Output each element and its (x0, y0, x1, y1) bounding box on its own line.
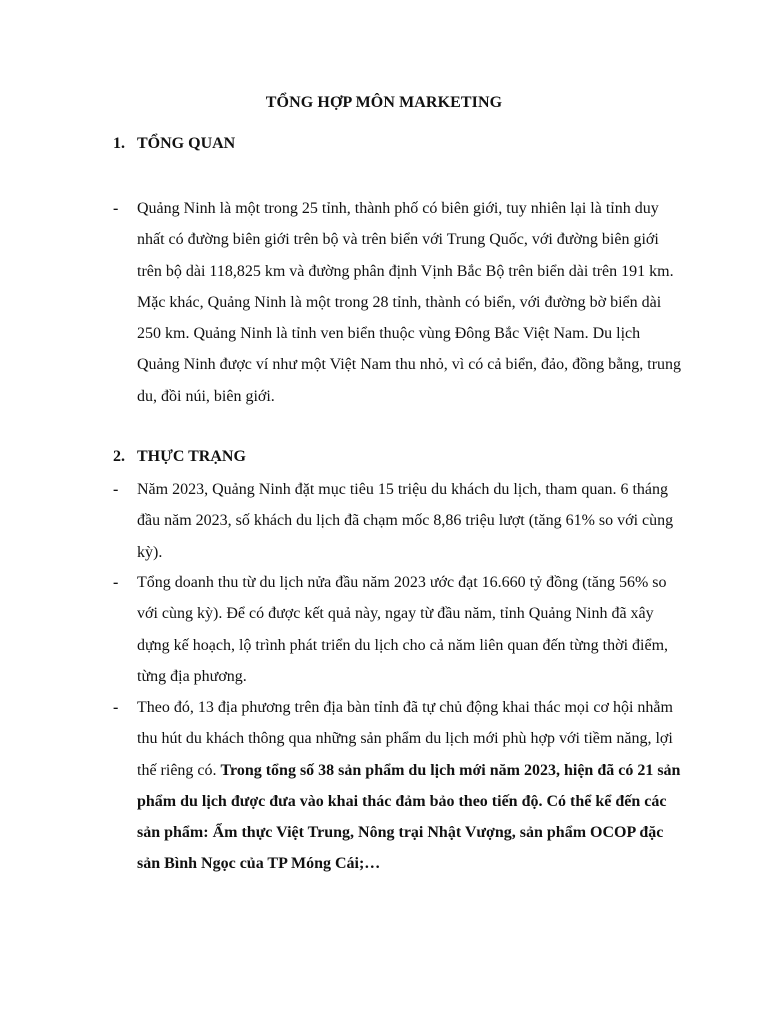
section-heading-overview (113, 133, 235, 155)
bullet-marker: - (113, 574, 119, 591)
section-title: THỰC TRẠNG (137, 448, 246, 465)
bullet-marker: - (113, 481, 119, 498)
bullet-marker: - (113, 699, 119, 716)
section-number: 1. (113, 135, 125, 152)
paragraph-new-products (137, 692, 685, 880)
paragraph-revenue: Tổng doanh thu từ du lịch nửa đầu năm 2023 ước đạt 16.660 tỷ đồng (tăng 56% so với cùng kỳ). Để có được kết quả này, ngay từ đầu năm, tỉnh Quảng Ninh đã xây dựng kế hoạch, lộ trình phát triển du lịch cho cả năm liên quan đến từng thời điểm, từng địa phương. (137, 574, 669, 685)
paragraph-tourist-target: Năm 2023, Quảng Ninh đặt mục tiêu 15 triệu du khách du lịch, tham quan. 6 tháng đầu năm 2023, số khách du lịch đã chạm mốc 8,86 triệu lượt (tăng 61% so với cùng kỳ). (137, 481, 674, 561)
document-title: TỔNG HỢP MÔN MARKETING (265, 94, 503, 111)
paragraph-bold-text: Trong tổng số 38 sản phẩm du lịch mới năm 2023, hiện đã có 21 sản phẩm du lịch được đưa vào khai thác đảm bảo theo tiến độ. Có thể kể đến các sản phẩm: Ẩm thực Việt Trung, Nông trại Nhật Vượng, sản phẩm OCOP đặc sản Bình Ngọc của TP Móng Cái;… (137, 761, 681, 873)
paragraph-overview: Quảng Ninh là một trong 25 tỉnh, thành phố có biên giới, tuy nhiên lại là tỉnh duy nhất có đường biên giới trên bộ và trên biển với Trung Quốc, với đường biên giới trên bộ dài 118,825 km và đường phân định Vịnh Bắc Bộ trên biển dài trên 191 km. Mặc khác, Quảng Ninh là một trong 28 tỉnh, thành có biển, với đường bờ biển dài 250 km. Quảng Ninh là tỉnh ven biển thuộc vùng Đông Bắc Việt Nam. Du lịch Quảng Ninh được ví như một Việt Nam thu nhỏ, vì có cả biển, đảo, đồng bằng, trung du, đồi núi, biên giới. (137, 200, 682, 405)
section-heading-status (113, 446, 246, 468)
section-number: 2. (113, 448, 125, 465)
section-title: TỔNG QUAN (137, 135, 236, 152)
paragraph-regular-text: Theo đó, 13 địa phương trên địa bàn tỉnh đã tự chủ động khai thác mọi cơ hội nhằm thu hút du khách thông qua những sản phẩm du lịch mới phù hợp với tiềm năng, lợi thế riêng có. (137, 699, 673, 779)
bullet-marker: - (113, 200, 119, 217)
